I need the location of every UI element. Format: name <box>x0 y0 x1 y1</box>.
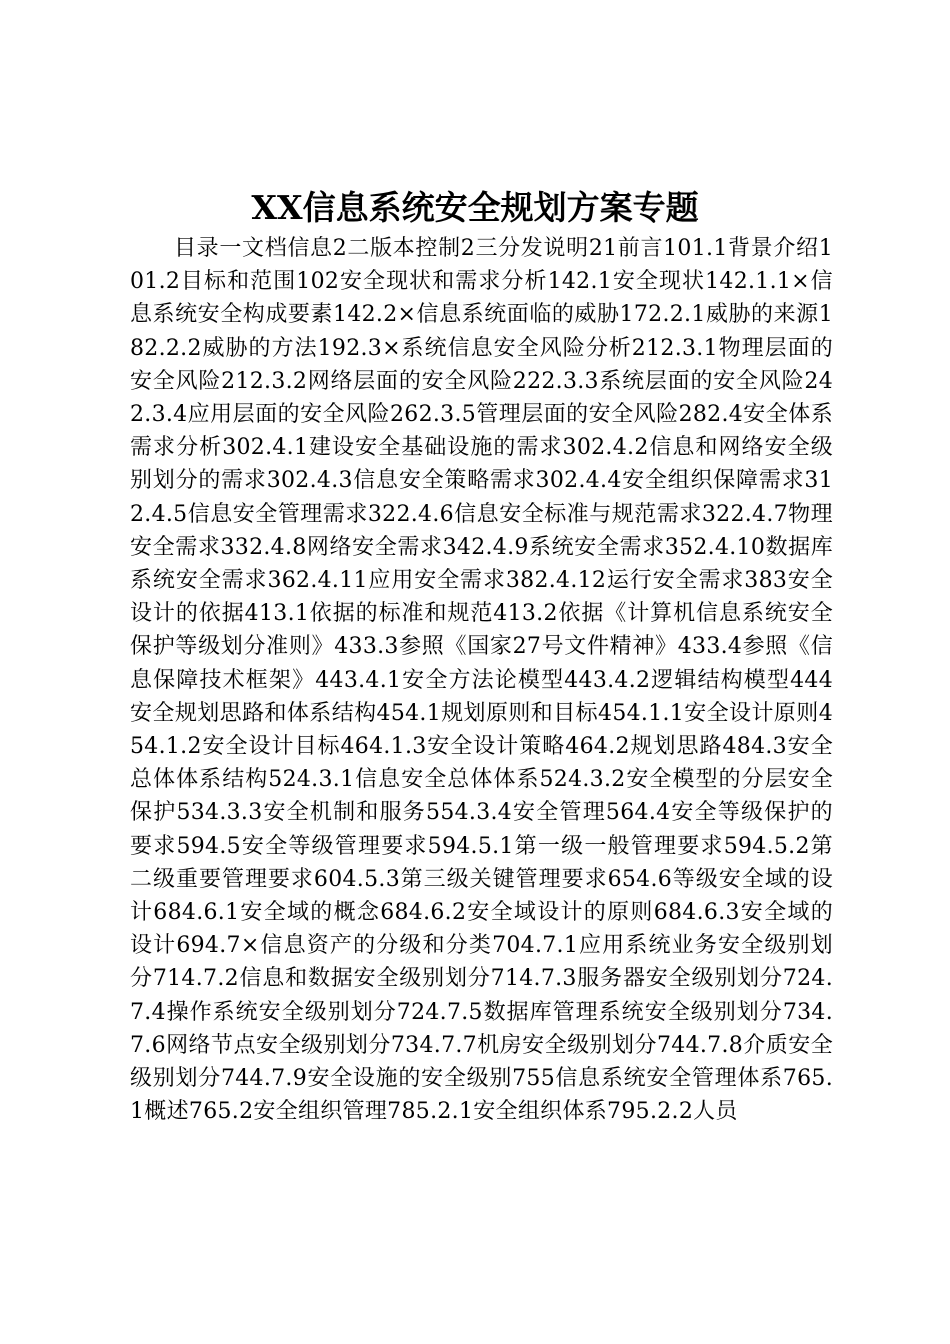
document-title: XX信息系统安全规划方案专题 <box>251 188 699 227</box>
table-of-contents-paragraph: 目录一文档信息2二版本控制2三分发说明21前言101.1背景介绍101.2目标和范围102安全现状和需求分析142.1安全现状142.1.1×信息系统安全构成要素142.2×信息系统面临的威胁172.2.1威胁的来源182.2.2威胁的方法192.3×系统信息安全风险分析212.3.1物理层面的安全风险212.3.2网络层面的安全风险222.3.3系统层面的安全风险242.3.4应用层面的安全风险262.3.5管理层面的安全风险282.4安全体系需求分析302.4.1建设安全基础设施的需求302.4.2信息和网络安全级别划分的需求302.4.3信息安全策略需求302.4.4安全组织保障需求312.4.5信息安全管理需求322.4.6信息安全标准与规范需求322.4.7物理安全需求332.4.8网络安全需求342.4.9系统安全需求352.4.10数据库系统安全需求362.4.11应用安全需求382.4.12运行安全需求383安全设计的依据413.1依据的标准和规范413.2依据《计算机信息系统安全保护等级划分准则》433.3参照《国家27号文件精神》433.4参照《信息保障技术框架》443.4.1安全方法论模型443.4.2逻辑结构模型444安全规划思路和体系结构454.1规划原则和目标454.1.1安全设计原则454.1.2安全设计目标464.1.3安全设计策略464.2规划思路484.3安全总体体系结构524.3.1信息安全总体体系524.3.2安全模型的分层安全保护534.3.3安全机制和服务554.3.4安全管理564.4安全等级保护的要求594.5安全等级管理要求594.5.1第一级一般管理要求594.5.2第二级重要管理要求604.5.3第三级关键管理要求654.6等级安全域的设计684.6.1安全域的概念684.6.2安全域设计的原则684.6.3安全域的设计694.7×信息资产的分级和分类704.7.1应用系统业务安全级别划分714.7.2信息和数据安全级别划分714.7.3服务器安全级别划分724.7.4操作系统安全级别划分724.7.5数据库管理系统安全级别划分734.7.6网络节点安全级别划分734.7.7机房安全级别划分744.7.8介质安全级别划分744.7.9安全设施的安全级别755信息系统安全管理体系765.1概述765.2安全组织管理785.2.1安全组织体系795.2.2人员 <box>130 236 833 1125</box>
